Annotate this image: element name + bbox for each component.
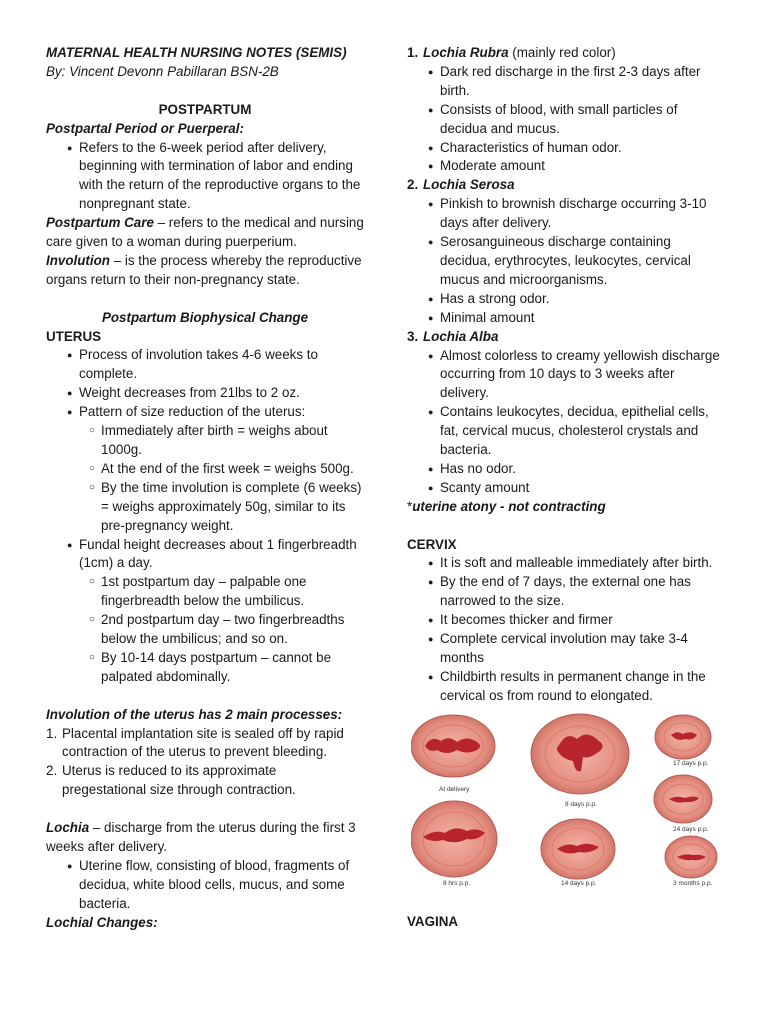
lochia-type-name: Lochia Alba <box>423 328 499 344</box>
author-line: By: Vincent Devonn Pabillaran BSN-2B <box>46 63 279 79</box>
caption-24-days: 24 days p.p. <box>673 826 709 833</box>
item-number: 1. <box>407 45 419 60</box>
involution-definition <box>46 252 364 290</box>
size-sublist <box>79 422 364 535</box>
lochial-changes-heading: Lochial Changes: <box>46 914 158 930</box>
lochia-definition <box>46 819 364 857</box>
lochia-type-heading <box>407 328 725 347</box>
caption-at-delivery: At delivery <box>439 786 470 793</box>
left-column <box>46 0 364 933</box>
uterus-list <box>46 346 364 686</box>
list-item: ● Uterine flow, consisting of blood, fragments of decidua, white blood cells, mucus, and some bacteria. <box>67 857 364 914</box>
lochia-list <box>46 857 364 914</box>
lochia-type-name: Lochia Rubra <box>423 45 509 60</box>
involution-processes-heading: Involution of the uterus has 2 main processes: <box>46 706 343 722</box>
list-item: ● Complete cervical involution may take 3-4 months <box>428 630 725 668</box>
cervix-17-days <box>655 715 711 767</box>
vagina-heading: VAGINA <box>407 914 459 929</box>
lochia-type-heading <box>407 176 725 195</box>
lochia-type-name: Lochia Serosa <box>423 177 515 193</box>
lochia-serosa-list <box>407 195 725 327</box>
list-item: ● Consists of blood, with small particles of decidua and mucus. <box>428 101 725 139</box>
numbered-item <box>46 762 364 800</box>
puerperal-label: Postpartal Period or Puerperal: <box>46 120 244 136</box>
cervix-heading: CERVIX <box>407 536 457 552</box>
list-item-text: Pattern of size reduction of the uterus: <box>79 404 306 420</box>
term: Lochia <box>46 820 90 836</box>
fundal-sublist <box>79 573 364 686</box>
caption-8-hrs: 8 hrs p.p. <box>443 880 471 887</box>
numbered-item <box>46 725 364 763</box>
sublist-item: ○ By 10-14 days postpartum – cannot be palpated abdominally. <box>89 649 364 687</box>
term: Involution <box>46 252 110 268</box>
definition-text: – discharge from the uterus during the first 3 weeks after delivery. <box>46 820 356 854</box>
involution-processes-list <box>46 725 364 801</box>
caption-3-months: 3 months p.p. <box>673 880 713 887</box>
cervix-14-days <box>541 819 615 887</box>
term: Postpartum Care <box>46 215 154 231</box>
lochia-type-note: (mainly red color) <box>508 45 616 60</box>
cervix-at-delivery <box>411 715 495 793</box>
sublist-item: ○ At the end of the first week = weighs 500g. <box>89 460 364 479</box>
list-item: ● Serosanguineous discharge containing decidua, erythrocytes, leukocytes, cervical mucus and microorganisms. <box>428 233 725 290</box>
cervix-involution-illustration <box>411 713 725 889</box>
postpartum-care-definition <box>46 214 364 252</box>
list-item: ● Minimal amount <box>428 309 725 328</box>
list-item: ● Pinkish to brownish discharge occurring 3-10 days after delivery. <box>428 195 725 233</box>
item-text: Uterus is reduced to its approximate pregestational size through contraction. <box>62 763 296 798</box>
list-item: ● Scanty amount <box>428 479 725 498</box>
list-item: ● Has a strong odor. <box>428 290 725 309</box>
list-item-text: Fundal height decreases about 1 fingerbreadth (1cm) a day. <box>79 536 357 571</box>
lochia-rubra-section <box>407 44 725 176</box>
caption-17-days: 17 days p.p. <box>673 760 709 767</box>
sublist-item: ○ 2nd postpartum day – two fingerbreadths below the umbilicus; and so on. <box>89 611 364 649</box>
atony-text: uterine atony - not contracting <box>412 498 606 514</box>
lochia-alba-section <box>407 328 725 498</box>
uterine-atony-note <box>407 498 725 517</box>
list-item: ● By the end of 7 days, the external one has narrowed to the size. <box>428 573 725 611</box>
list-item: ● Almost colorless to creamy yellowish discharge occurring from 10 days to 3 weeks after delivery. <box>428 347 725 404</box>
item-number: 3. <box>407 328 419 344</box>
sublist-item: ○ By the time involution is complete (6 weeks) = weighs approximately 50g, similar to its pre-pregnancy weight. <box>89 479 364 536</box>
sublist-item: ○ Immediately after birth = weighs about 1000g. <box>89 422 364 460</box>
definition-text: – is the process whereby the reproductive organs return to their non-pregnancy state. <box>46 252 362 287</box>
cervix-24-days <box>654 775 712 833</box>
lochia-type-heading <box>407 44 725 63</box>
lochia-alba-list <box>407 347 725 498</box>
list-item: ● Contains leukocytes, decidua, epithelial cells, fat, cervical mucus, cholesterol crystals and bacteria. <box>428 403 725 460</box>
list-item: ● Characteristics of human odor. <box>428 139 725 158</box>
cervix-list <box>407 554 725 705</box>
list-item: ● It is soft and malleable immediately after birth. <box>428 554 725 573</box>
list-item: ● Childbirth results in permanent change in the cervical os from round to elongated. <box>428 668 725 706</box>
sublist-item: ○ 1st postpartum day – palpable one fingerbreadth below the umbilicus. <box>89 573 364 611</box>
list-item: ● Has no odor. <box>428 460 725 479</box>
item-text: Placental implantation site is sealed off by rapid contraction of the uterus to prevent bleeding. <box>62 725 344 760</box>
cervix-3-months <box>665 836 717 887</box>
cervix-8-hrs <box>411 801 497 887</box>
cervix-illustration-svg <box>411 713 725 889</box>
lochia-rubra-list <box>407 63 725 176</box>
asterisk: * <box>407 498 413 514</box>
list-item: ● Moderate amount <box>428 157 725 176</box>
caption-14-days: 14 days p.p. <box>561 880 597 887</box>
list-item: ● Dark red discharge in the first 2-3 days after birth. <box>428 63 725 101</box>
list-item <box>67 403 364 535</box>
postpartum-heading: POSTPARTUM <box>158 101 252 117</box>
lochia-serosa-section <box>407 176 725 327</box>
uterus-heading: UTERUS <box>46 328 102 344</box>
list-item <box>67 536 364 687</box>
list-item: ● It becomes thicker and firmer <box>428 611 725 630</box>
list-item: ● Process of involution takes 4-6 weeks to complete. <box>67 346 364 384</box>
document-title: MATERNAL HEALTH NURSING NOTES (SEMIS) <box>46 45 347 60</box>
caption-8-days: 8 days p.p. <box>565 801 597 808</box>
puerperal-list <box>46 139 364 215</box>
cervix-8-days <box>531 714 629 808</box>
definition-text: – refers to the medical and nursing care given to a woman during puerperium. <box>46 215 364 250</box>
item-number: 2. <box>407 177 419 193</box>
list-item: ● Refers to the 6-week period after delivery, beginning with termination of labor and ending with the return of the reproductive organs to the nonpregnant state. <box>67 139 364 215</box>
biophysical-heading: Postpartum Biophysical Change <box>101 309 309 325</box>
item-number: 2. <box>46 763 58 779</box>
list-item: ● Weight decreases from 21lbs to 2 oz. <box>67 384 364 403</box>
item-number: 1. <box>46 725 58 741</box>
